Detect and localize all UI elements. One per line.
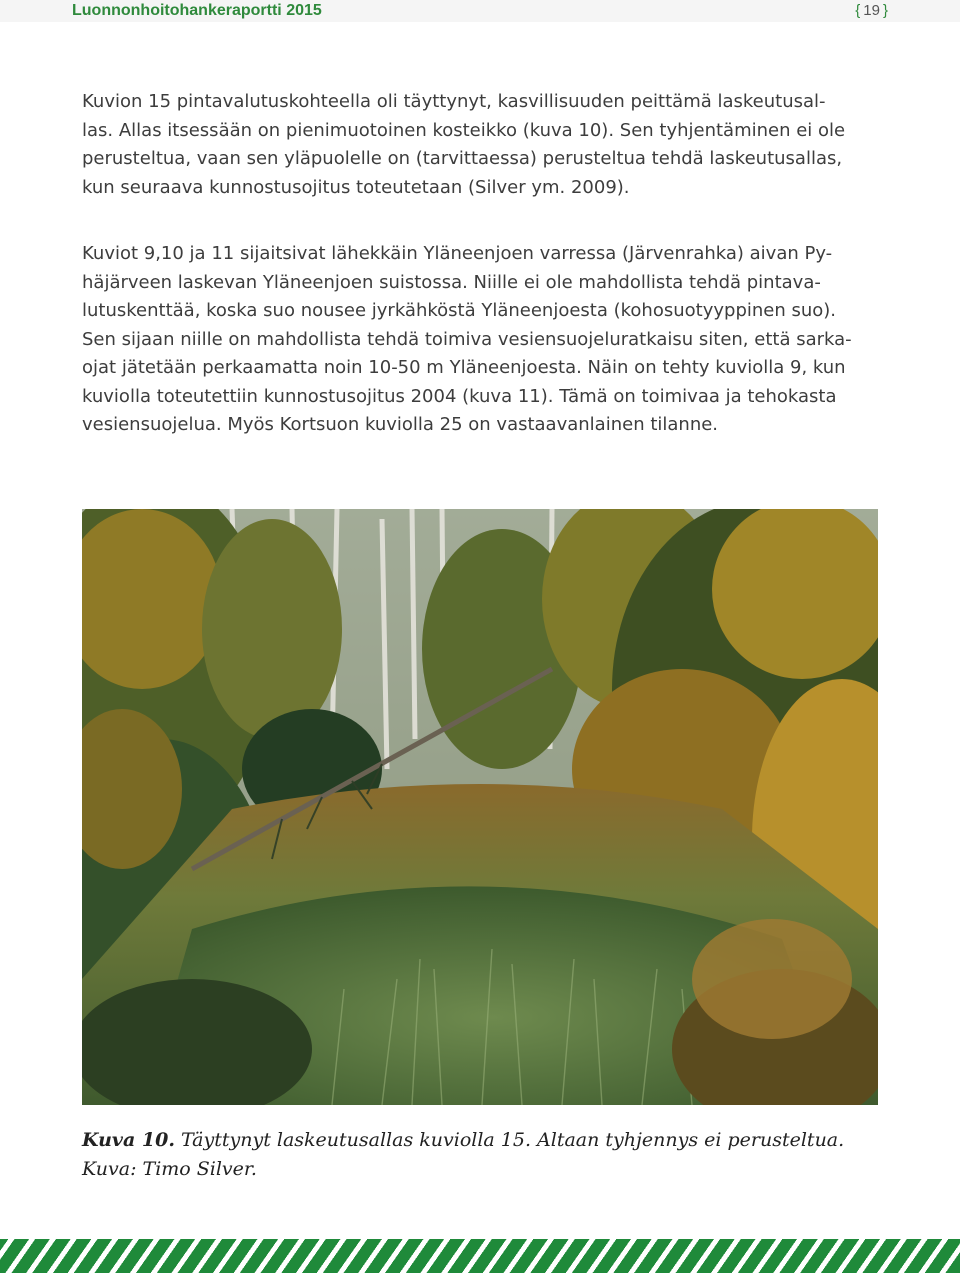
page-header [0,0,960,22]
photo-forest-settling-pond [82,509,878,1105]
body-paragraph-2: Kuviot 9,10 ja 11 sijaitsivat lähekkäin Yläneenjoen varressa (Järvenrahka) aivan Py- häjärveen laskevan Yläneenjoen suistossa. Niille ei ole mahdollista tehdä pintava- lutuskenttää, koska suo nousee jyrkähköstä Yläneenjoesta (kohosuotyyppinen suo). Sen sijaan niille on mahdollista tehdä toimiva vesiensuojeluratkaisu siten, että sarka- ojat jätetään perkaamatta noin 10-50 m Yläneenjoesta. Näin on tehty kuviolla 9, kun kuviolla toteutettiin kunnostusojitus 2004 (kuva 11). Tämä on toimivaa ja tehokasta vesiensuojelua. Myös Kortsuon kuviolla 25 on vastaavanlainen tilanne. [82,243,852,435]
page-brace-close: } [882,2,888,19]
caption-label: Kuva 10. [82,1129,175,1151]
page-number-value: 19 [863,2,880,19]
caption-text: Täyttynyt laskeutusallas kuviolla 15. Altaan tyhjennys ei perusteltua. Kuva: Timo Silver. [82,1129,845,1180]
page-number [855,0,888,22]
body-paragraph-1: Kuvion 15 pintavalutuskohteella oli täyttynyt, kasvillisuuden peittämä laskeutusal- las. Allas itsessään on pienimuotoinen kosteikko (kuva 10). Sen tyhjentäminen ei ole perusteltua, vaan sen yläpuolelle on (tarvittaessa) perusteltua tehdä laskeutusallas, kun seuraava kunnostusojitus toteutetaan (Silver ym. 2009). [82,91,846,198]
footer-stripe-band [0,1239,960,1273]
report-title: Luonnonhoitohankeraportti 2015 [72,2,322,19]
figure-caption [82,1126,882,1184]
page-brace-open: { [855,2,861,19]
